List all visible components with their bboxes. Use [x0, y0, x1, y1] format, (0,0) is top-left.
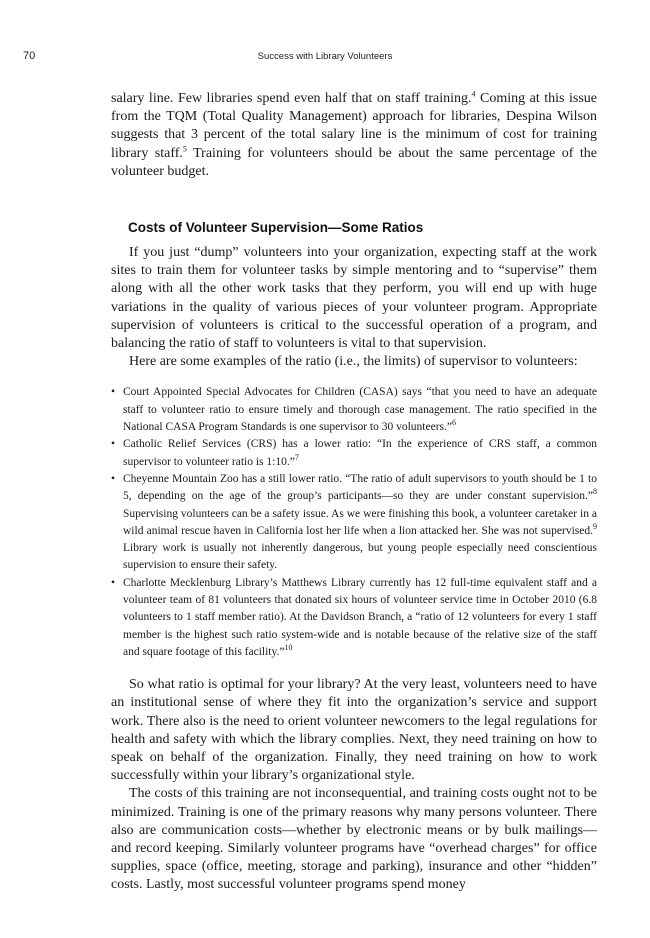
paragraph-text: salary line. Few libraries spend even half that on staff training. [111, 91, 472, 106]
list-item [111, 384, 597, 436]
paragraph-text: Coming at this issue from the TQM (Total Quality Management) approach for libraries, Despina Wilson suggests that 3 percent of the total salary line is the minimum of cost for training library staff. [111, 91, 597, 161]
footnote-ref: 5 [182, 143, 187, 153]
footnote-ref: 7 [294, 452, 299, 462]
list-item-text: Catholic Relief Services (CRS) has a lower ratio: “In the experience of CRS staff, a common supervisor to volunteer ratio is 1:10.” [123, 438, 597, 468]
bullet-mark: • [111, 438, 116, 451]
paragraph-dump-volunteers: If you just “dump” volunteers into your organization, expecting staff at the work sites to train them for volunteer tasks by simple mentoring and to “supervise” them along with all the other work tasks that they perform, you will end up with huge variations in the quality of various pieces of your volunteer program. Appropriate supervision of volunteers is critical to the successful operation of a program, and balancing the ratio of staff to volunteers is vital to that supervision. [111, 245, 597, 352]
footnote-ref: 6 [452, 418, 456, 428]
paragraph-salary-line [111, 90, 597, 181]
footnote-ref: 4 [471, 89, 476, 99]
paragraph-ratio-examples-intro: Here are some examples of the ratio (i.e., the limits) of supervisor to volunteers: [129, 354, 578, 370]
list-item-text: Supervising volunteers can be a safety issue. As we were finishing this book, a volunteer caretaker in a wild animal rescue haven in California lost her life when a lion attacked her. She was not supervised. [123, 507, 597, 537]
bullet-mark: • [111, 472, 116, 485]
footnote-ref: 10 [284, 643, 293, 653]
paragraph-optimal-ratio: So what ratio is optimal for your library? At the very least, volunteers need to have an institutional sense of where they fit into the organization’s service and support work. There also is the need to orient volunteer newcomers to the legal regulations for health and safety with which the library complies. Next, they need training on how to speak on behalf of the organization. Finally, they need training on how to work successfully within your library’s organizational style. [111, 677, 597, 784]
page-number: 70 [23, 50, 36, 62]
paragraph-text: Training for volunteers should be about the same percentage of the volunteer budget. [111, 145, 597, 179]
running-head: Success with Library Volunteers [257, 51, 393, 62]
section-heading: Costs of Volunteer Supervision—Some Ratios [128, 220, 424, 236]
list-item-text: Cheyenne Mountain Zoo has a still lower ratio. “The ratio of adult supervisors to youth should be 1 to 5, depending on the age of the group’s participants—so they are under constant supervision.” [123, 472, 597, 503]
body-text [111, 90, 597, 895]
paragraph-training-costs: The costs of this training are not inconsequential, and training costs ought not to be minimized. Training is one of the primary reasons why many persons volunteer. There also are communication costs—whether by electronic means or by bulk mailings—and record keeping. Similarly volunteer programs have “overhead charges” for office supplies, space (office, meeting, storage and parking), insurance and other “hidden” costs. Lastly, most successful volunteer programs spend money [111, 786, 597, 893]
list-item [111, 436, 597, 471]
list-item [111, 575, 597, 661]
list-item-text: Charlotte Mecklenburg Library’s Matthews Library currently has 12 full-time equivalent staff and a volunteer team of 81 volunteers that donated six hours of volunteer service time in October 2010 (6.8 volunteers to 1 staff member ratio). At the Davidson Branch, a “ratio of 12 volunteers for every 1 staff member is the highest such ratio system-wide and is notable because of the relative size of the staff and square footage of this facility.” [123, 576, 597, 658]
list-item [111, 471, 597, 575]
footnote-ref: 8 [593, 487, 597, 497]
footnote-ref: 9 [593, 521, 597, 531]
list-item-text: Court Appointed Special Advocates for Children (CASA) says “that you need to have an adequate staff to volunteer ratio to ensure timely and thorough case management. The ratio specified in the National CASA Program Standards is one supervisor to 30 volunteers.” [123, 386, 597, 434]
ratio-examples-list [111, 384, 597, 661]
list-item-text: Library work is usually not inherently dangerous, but young people especially need conscientious supervision to ensure their safety. [123, 542, 597, 572]
bullet-mark: • [111, 386, 116, 399]
bullet-mark: • [111, 576, 116, 589]
